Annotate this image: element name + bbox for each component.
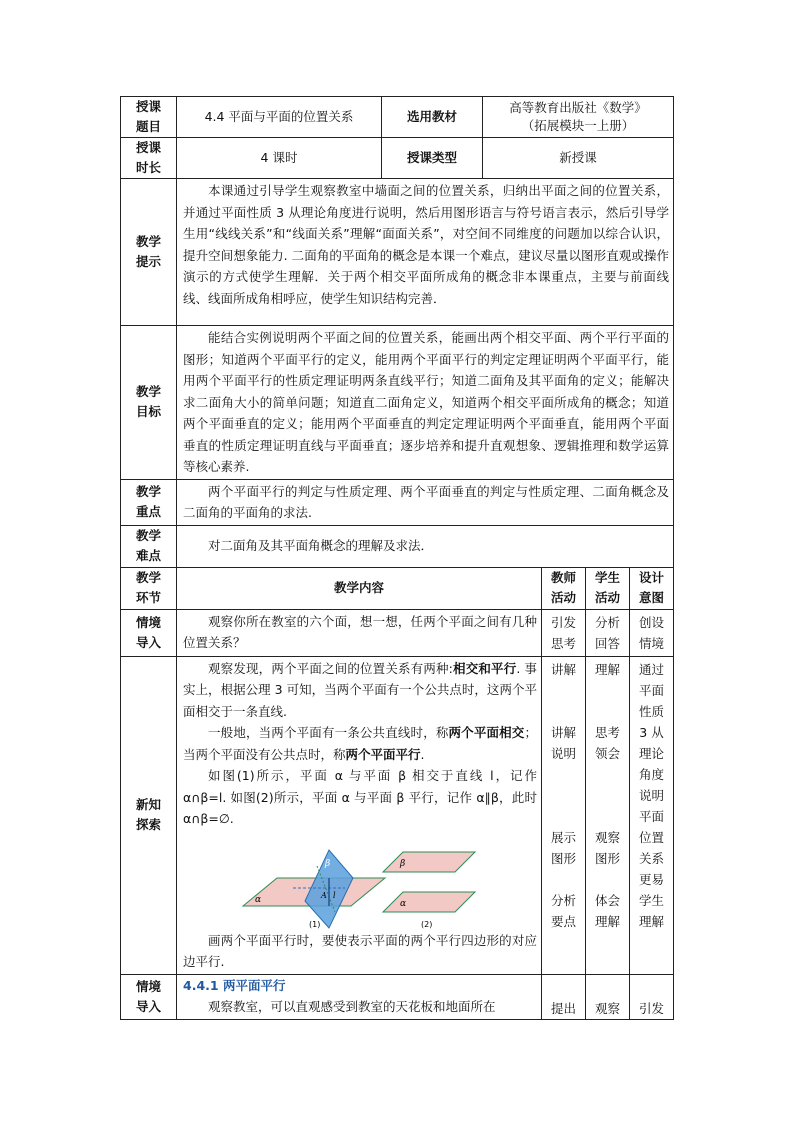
explore-design: 通过 平面 性质 3 从 理论 角度 说明 平面 位置 关系 更易 学生 理解 <box>630 656 674 974</box>
row-difficulty <box>121 525 674 567</box>
row-process-header <box>121 567 674 609</box>
fig1-beta-label: β <box>325 858 331 869</box>
teacher-act-4: 分析 要点 <box>550 892 576 929</box>
row-intro <box>121 609 674 656</box>
student-act-4: 体会 理解 <box>594 892 620 929</box>
fig2-alpha-label: α <box>400 898 407 909</box>
textbook-line1: 高等教育出版社《数学》 <box>509 100 647 115</box>
intro2-stage: 情境 导入 <box>121 974 177 1019</box>
key-label: 教学 重点 <box>121 479 177 525</box>
intro-teacher: 引发 思考 <box>542 609 586 656</box>
p2-text-b: ；当两个平面没有公共点时，称 <box>183 725 537 762</box>
difficulty-label: 教学 难点 <box>121 525 177 567</box>
type-label: 授课类型 <box>382 138 483 179</box>
content-header: 教学内容 <box>177 567 542 609</box>
fig1-caption: (1) <box>309 919 321 929</box>
topic-label: 授课 题目 <box>121 97 177 138</box>
explore-teacher <box>542 656 586 974</box>
hint-text: 本课通过引导学生观察教室中墙面之间的位置关系，归纳出平面之间的位置关系，并通过平面性质 3 从理论角度进行说明，然后用图形语言与符号语言表示，然后引导学生用“线线关系”和“线面关系”理解“面面关系”，对空间不同维度的问题加以综合认识，提升空间想象能力. 二面角的平面角的概念是本课一个难点，建议尽量以图形直观或操作演示的方式使学生理解．关于两个相交平面所成角的概念非本课重点，主要与前面线线、线面所成角相呼应，使学生知识结构完善． <box>177 179 674 326</box>
teacher-act-2: 讲解 说明 <box>550 724 576 761</box>
design-header: 设计 意图 <box>630 567 674 609</box>
row-goal <box>121 326 674 480</box>
intro2-content <box>177 974 542 1019</box>
p2-text-a: 一般地，当两个平面有一条公共直线时，称 <box>208 725 449 740</box>
intro-design: 创设 情境 <box>630 609 674 656</box>
intro-stage: 情境 导入 <box>121 609 177 656</box>
intro2-design: 引发 <box>630 974 674 1019</box>
teacher-act-1: 讲解 <box>550 661 576 677</box>
planes-figure <box>225 836 495 930</box>
difficulty-text: 对二面角及其平面角概念的理解及求法． <box>177 525 674 567</box>
intro2-student: 观察 <box>586 974 630 1019</box>
fig1-alpha-label: α <box>255 894 262 905</box>
teacher-act-3: 展示 图形 <box>550 829 576 866</box>
intro2-text: 观察教室，可以直观感受到教室的天花板和地面所在 <box>208 999 496 1014</box>
p1-bold: 相交和平行 <box>452 660 517 676</box>
hint-label: 教学 提示 <box>121 179 177 326</box>
hours-value: 4 课时 <box>177 138 382 179</box>
p2-bold-2: 两个平面平行 <box>345 746 421 762</box>
row-key <box>121 479 674 525</box>
p2-text-c: . <box>420 746 425 762</box>
explore-para-3: 如图(1)所示，平面 α 与平面 β 相交于直线 l，记作 α∩β=l. 如图(2)所示，平面 α 与平面 β 平行，记作 α∥β，此时 α∩β=∅. <box>183 768 537 826</box>
explore-content <box>177 656 542 974</box>
section-title: 4.4.1 两平面平行 <box>183 977 286 993</box>
p2-bold-1: 两个平面相交 <box>448 725 525 740</box>
plane-beta-fig2 <box>383 852 475 872</box>
explore-para-1 <box>183 658 537 723</box>
textbook-line2: （拓展模块一上册） <box>521 118 635 133</box>
fig1-line-l: l <box>333 890 336 900</box>
goal-text: 能结合实例说明两个平面之间的位置关系，能画出两个相交平面、两个平行平面的图形；知道两个平面平行的定义，能用两个平面平行的判定定理证明两个平面平行，能用两个平面平行的性质定理证明两条直线平行；知道二面角及其平面角的定义；能解决求二面角大小的简单问题；知道直二面角定义，知道两个相交平面所成角的概念；知道两个平面垂直的定义；能用两个平面垂直的判定定理证明两个平面垂直，能用两个平面垂直的性质定理证明直线与平面垂直；逐步培养和提升直观想象、逻辑推理和数学运算等核心素养. <box>177 326 674 480</box>
goal-label: 教学 目标 <box>121 326 177 480</box>
fig1-point-A: A <box>321 890 327 900</box>
explore-para-2 <box>183 722 537 765</box>
textbook-value <box>483 97 674 138</box>
explore-student <box>586 656 630 974</box>
lesson-plan-table <box>120 96 674 1020</box>
stage-header: 教学 环节 <box>121 567 177 609</box>
row-intro2 <box>121 974 674 1019</box>
student-act-3: 观察 图形 <box>594 829 620 866</box>
key-text: 两个平面平行的判定与性质定理、两个平面垂直的判定与性质定理、二面角概念及二面角的平面角的求法. <box>177 479 674 525</box>
teacher-header: 教师 活动 <box>542 567 586 609</box>
topic-value: 4.4 平面与平面的位置关系 <box>177 97 382 138</box>
hours-label: 授课 时长 <box>121 138 177 179</box>
textbook-label: 选用教材 <box>382 97 483 138</box>
row-topic <box>121 97 674 138</box>
type-value: 新授课 <box>483 138 674 179</box>
explore-para-4: 画两个平面平行时，要使表示平面的两个平行四边形的对应边平行. <box>183 932 537 969</box>
intro-content: 观察你所在教室的六个面，想一想，任两个平面之间有几种位置关系？ <box>177 609 542 656</box>
explore-stage: 新知 探索 <box>121 656 177 974</box>
p1-text-b: . 事实上，根据公理 3 可知，当两个平面有一个公共点时，这两个平面相交于一条直线. <box>183 660 537 719</box>
row-hint <box>121 179 674 326</box>
student-act-1: 理解 <box>594 661 620 677</box>
intro-student: 分析 回答 <box>586 609 630 656</box>
student-header: 学生 活动 <box>586 567 630 609</box>
intro2-teacher: 提出 <box>542 974 586 1019</box>
plane-alpha-fig2 <box>383 892 475 912</box>
fig2-caption: (2) <box>421 919 433 929</box>
student-act-2: 思考 领会 <box>594 724 620 761</box>
row-hours <box>121 138 674 179</box>
fig2-beta-label: β <box>400 858 406 869</box>
row-explore <box>121 656 674 974</box>
p1-text-a: 观察发现，两个平面之间的位置关系有两种: <box>208 660 453 676</box>
